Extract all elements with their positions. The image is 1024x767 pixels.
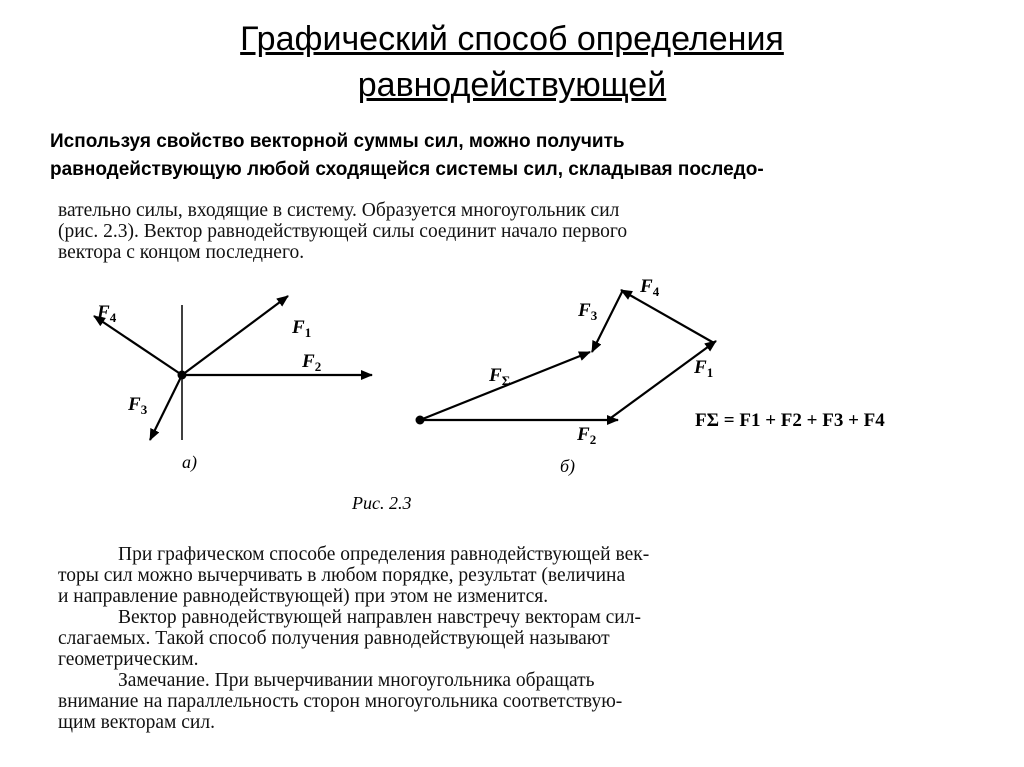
para3-line-2: внимание на параллельность сторон многоугольника соответствую- <box>58 691 623 712</box>
vector-f1-b <box>608 341 716 420</box>
origin-point-b <box>416 416 425 425</box>
figure-caption: Рис. 2.3 <box>352 493 412 513</box>
origin-point-a <box>178 371 187 380</box>
intro-line-1: Используя свойство векторной суммы сил, можно получить <box>50 131 625 152</box>
sublabel-a: а) <box>182 452 197 472</box>
label-f4-a: $F_4$ <box>97 302 117 325</box>
intro-line-2: равнодействующую любой сходящейся системы сил, складывая последо- <box>50 159 764 180</box>
label-f3-b: $F_3$ <box>578 300 598 323</box>
label-fsum-b: $F_\Sigma$ <box>489 365 511 388</box>
para1-line-3: и направление равнодействующей) при этом не изменится. <box>58 586 549 607</box>
diagram-a <box>94 296 372 473</box>
sublabel-b: б) <box>560 456 576 476</box>
cont-line-2: (рис. 2.3). Вектор равнодействующей силы соединит начало первого <box>58 221 628 242</box>
cont-line-3: вектора с концом последнего. <box>58 242 305 263</box>
vector-f4-b <box>621 290 714 343</box>
para1-line-2: торы сил можно вычерчивать в любом порядке, результат (величина <box>58 565 626 586</box>
para3-line-3: щим векторам сил. <box>58 712 215 733</box>
label-f2-a: $F_2$ <box>302 351 322 374</box>
para2-line-2: слагаемых. Такой способ получения равнодействующей называют <box>58 628 610 649</box>
label-f1-b: $F_1$ <box>694 357 714 380</box>
cont-line-1: вательно силы, входящие в систему. Образуется многоугольник сил <box>58 200 620 221</box>
title-line-1: Графический способ определения <box>240 20 784 58</box>
label-f2-b: $F_2$ <box>577 424 597 447</box>
vector-f3-a <box>150 375 182 440</box>
para2-line-3: геометрическим. <box>58 649 199 670</box>
label-f4-b: $F_4$ <box>640 276 660 299</box>
resultant-formula: FΣ = F1 + F2 + F3 + F4 <box>695 410 885 431</box>
label-f1-a: $F_1$ <box>292 317 312 340</box>
label-f3-a: $F_3$ <box>128 394 148 417</box>
vector-f1-a <box>182 296 288 375</box>
diagram-b <box>416 276 717 477</box>
vector-f4-a <box>94 316 182 375</box>
para1-line-1: При графическом способе определения равнодействующей век- <box>118 544 650 565</box>
para3-line-1: Замечание. При вычерчивании многоугольника обращать <box>118 670 595 691</box>
scan-main-text <box>58 544 649 733</box>
title-line-2: равнодействующей <box>357 66 667 104</box>
para2-line-1: Вектор равнодействующей направлен навстречу векторам сил- <box>118 607 641 628</box>
